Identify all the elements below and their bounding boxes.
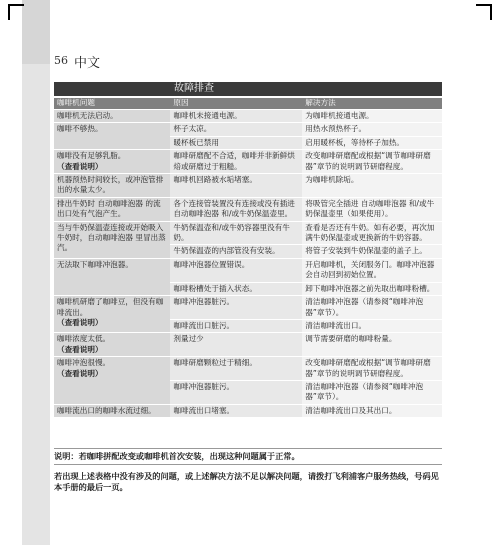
see-note-label: （查看说明） [57,161,103,171]
page-language: 中文 [74,56,101,71]
problem-cell [54,123,170,150]
problem-text: 咖啡机无法启动。 [57,111,118,120]
table-row [54,258,442,282]
page-number: 56 [54,54,68,67]
cause-cell: 咖啡流出口堵塞。 [170,404,302,417]
problem-text: 排出牛奶时 自动咖啡泡器 的流出口处有气泡产生。 [57,198,161,219]
solution-cell: 开启咖啡机，关闭服务门。咖啡冲泡器会自动回到初始位置。 [302,258,442,282]
problem-cell [54,221,170,258]
problem-cell [54,404,170,417]
crop-mark-top-right [476,4,492,20]
solution-cell: 查看是否还有牛奶。如有必要，再次加满牛奶保温壶或更换新的牛奶容器。 [302,221,442,245]
problem-text: 咖啡浓度太低。 [57,334,111,344]
problem-cell [54,333,170,357]
problem-text: 咖啡流出口的咖啡水流过细。 [57,405,156,415]
table-row [54,404,442,417]
cause-cell: 咖啡冲泡器位置错误。 [170,258,302,282]
solution-cell: 改变咖啡研磨配或根据“调节咖啡研磨器”章节的说明调节研磨程度。 [302,357,442,381]
header-problem: 咖啡机问题 [54,98,170,110]
table-row [54,333,442,357]
problem-text: 咖啡不够热。 [57,124,103,134]
table-header-row [54,98,442,110]
cause-cell: 暖杯板已禁用 [170,136,302,149]
cause-cell: 咖啡研磨颗粒过于精细。 [170,357,302,381]
note-text: 说明：若咖啡拼配改变或咖啡机首次安装，出现这种问题属于正常。 [54,448,442,465]
cause-cell: 咖啡流出口脏污。 [170,319,302,332]
problem-cell [54,197,170,221]
solution-cell: 卸下咖啡冲泡器之前先取出咖啡粉槽。 [302,282,442,295]
table-row [54,123,442,136]
cause-cell: 剂量过少 [170,333,302,357]
troubleshooting-table [54,98,442,418]
solution-cell: 将吸管完全插进 自动咖啡泡器 和/或牛奶保温壶里（如果使用）。 [302,197,442,221]
problem-text: 无法取下咖啡冲泡器。 [57,259,133,269]
cause-cell: 牛奶保温壶的内部管没有安装。 [170,245,302,258]
binding-tab [22,0,50,64]
solution-cell: 为咖啡机接通电源。 [302,110,442,123]
crop-mark-top-left [8,4,24,20]
cause-cell: 咖啡机回路被水垢堵塞。 [170,174,302,198]
table-row [54,357,442,381]
problem-cell [54,258,170,295]
problem-cell [54,296,170,333]
solution-cell: 清洁咖啡冲泡器（请参阅“咖啡冲泡器”章节）。 [302,380,442,404]
cause-cell: 杯子太凉。 [170,123,302,136]
cause-cell: 牛奶保温壶和/或牛奶容器里没有牛奶。 [170,221,302,245]
left-margin-band [22,0,50,545]
cause-cell: 咖啡研磨配不合适，咖啡并非新鲜烘焙或研磨过于粗糙。 [170,150,302,174]
solution-cell: 启用暖杯板，等待杯子加热。 [302,136,442,149]
problem-cell [54,357,170,405]
cause-cell: 各个连接管装置没有连接或没有插进 自动咖啡泡器 和/或牛奶保温壶里。 [170,197,302,221]
solution-cell: 清洁咖啡冲泡器（请参阅“咖啡冲泡器”章节）。 [302,296,442,320]
section-title: 故障排查 [54,82,442,96]
contact-text: 若出现上述表格中没有涉及的问题，或上述解决方法不足以解决问题，请拨打飞利浦客户服务热线，号码见本手册的最后一页。 [54,471,439,492]
see-note-label: （查看说明） [57,368,103,378]
header-cause: 原因 [170,98,302,110]
cause-cell: 咖啡冲泡器脏污。 [170,296,302,320]
problem-cell [54,110,170,123]
see-note-label: （查看说明） [57,344,103,354]
problem-cell [54,150,170,174]
table-row [54,110,442,123]
table-row [54,174,442,198]
solution-cell: 清洁咖啡流出口。 [302,319,442,332]
solution-cell: 用热水预热杯子。 [302,123,442,136]
cause-cell: 咖啡粉槽处于插入状态。 [170,282,302,295]
solution-cell: 调节需要研磨的咖啡粉量。 [302,333,442,357]
solution-cell: 清洁咖啡流出口及其出口。 [302,404,442,417]
table-row [54,296,442,320]
table-row [54,197,442,221]
solution-cell: 将管子安装到牛奶保温壶的盖子上。 [302,245,442,258]
table-row [54,221,442,245]
header-solution: 解决方法 [302,98,442,110]
problem-text: 咖啡冲泡很慢。 [57,358,111,368]
problem-text: 咖啡机研磨了咖啡豆，但没有咖啡流出。 [57,297,164,317]
cause-cell: 咖啡冲泡器脏污。 [170,380,302,404]
problem-text: 当与牛奶保温壶连接或开始吸入牛奶时，自动咖啡泡器 里冒出蒸汽。 [57,222,166,253]
problem-cell [54,174,170,198]
solution-cell: 改变咖啡研磨配或根据“调节咖啡研磨器”章节的说明调节研磨程度。 [302,150,442,174]
table-row [54,150,442,174]
problem-text: 机器预热时间较长，或冲泡管排出的水量太少。 [57,175,164,195]
see-note-label: （查看说明） [57,317,103,327]
problem-text: 咖啡没有足够乳脂。 [57,151,126,161]
cause-cell: 咖啡机未接通电源。 [170,110,302,123]
solution-cell: 为咖啡机除垢。 [302,174,442,198]
